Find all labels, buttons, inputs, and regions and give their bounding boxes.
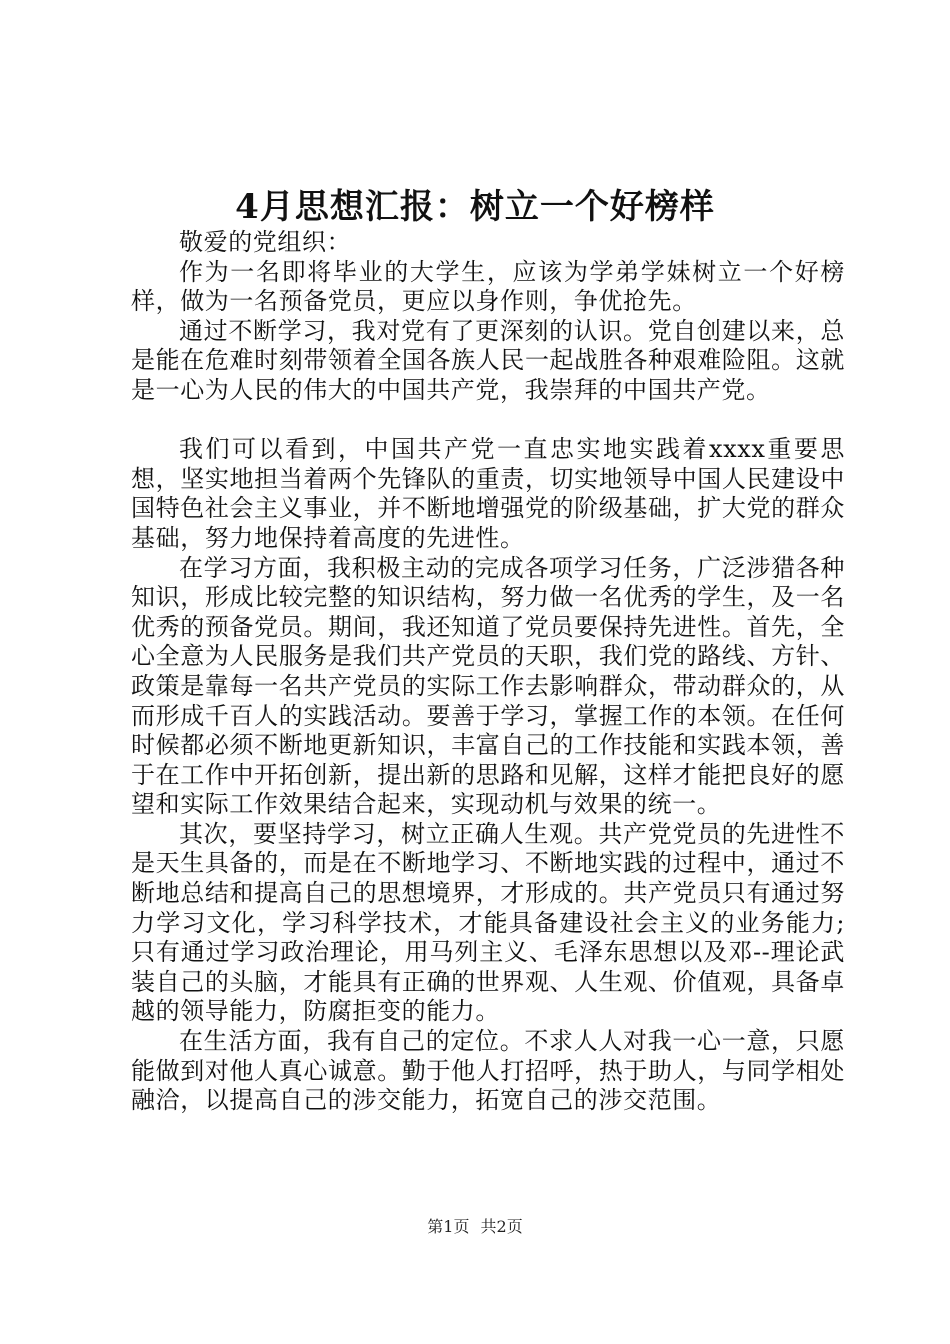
blank-line [131, 406, 845, 436]
paragraph: 其次，要坚持学习，树立正确人生观。共产党党员的先进性不是天生具备的，而是在不断地学习、不断地实践的过程中，通过不断地总结和提高自己的思想境界，才形成的。共产党员只有通过努力学习文化，学习科学技术，才能具备建设社会主义的业务能力;只有通过学习政治理论，用马列主义、毛泽东思想以及邓--理论武装自己的头脑，才能具有正确的世界观、人生观、价值观，具备卓越的领导能力，防腐拒变的能力。 [131, 819, 845, 1026]
paragraph: 作为一名即将毕业的大学生，应该为学弟学妹树立一个好榜样，做为一名预备党员，更应以身作则，争优抢先。 [131, 257, 845, 316]
document-title: 4月思想汇报：树立一个好榜样 [235, 187, 715, 227]
page-footer [0, 1217, 950, 1237]
paragraph: 在学习方面，我积极主动的完成各项学习任务，广泛涉猎各种知识，形成比较完整的知识结构，努力做一名优秀的学生，及一名优秀的预备党员。期间，我还知道了党员要保持先进性。首先，全心全意为人民服务是我们共产党员的天职，我们党的路线、方针、政策是靠每一名共产党员的实际工作去影响群众，带动群众的，从而形成千百人的实践活动。要善于学习，掌握工作的本领。在任何时候都必须不断地更新知识，丰富自己的工作技能和实践本领，善于在工作中开拓创新，提出新的思路和见解，这样才能把良好的愿望和实际工作效果结合起来，实现动机与效果的统一。 [131, 553, 845, 819]
document-body [131, 228, 845, 1116]
page-total: 共2页 [480, 1217, 523, 1236]
paragraph: 我们可以看到，中国共产党一直忠实地实践着xxxx重要思想，坚实地担当着两个先锋队的重责，切实地领导中国人民建设中国特色社会主义事业，并不断地增强党的阶级基础，扩大党的群众基础，努力地保持着高度的先进性。 [131, 435, 845, 552]
paragraph: 通过不断学习，我对党有了更深刻的认识。党自创建以来，总是能在危难时刻带领着全国各族人民一起战胜各种艰难险阻。这就是一心为人民的伟大的中国共产党，我崇拜的中国共产党。 [131, 316, 845, 404]
salutation: 敬爱的党组织： [179, 228, 352, 256]
paragraph: 在生活方面，我有自己的定位。不求人人对我一心一意，只愿能做到对他人真心诚意。勤于他人打招呼，热于助人，与同学相处融洽，以提高自己的涉交能力，拓宽自己的涉交范围。 [131, 1027, 845, 1115]
page-number: 第1页 [427, 1217, 470, 1236]
